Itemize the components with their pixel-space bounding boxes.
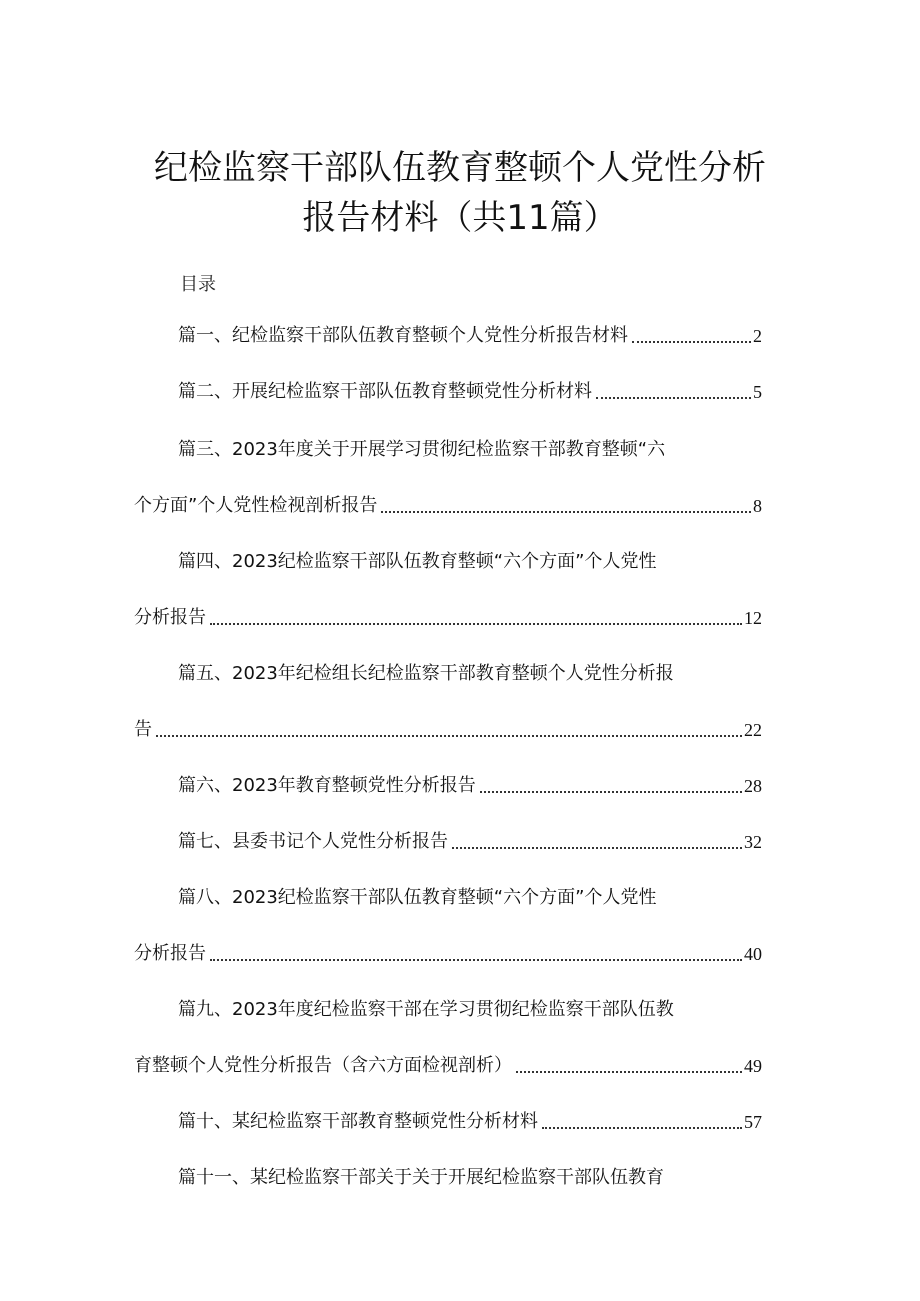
toc-leader-dots bbox=[632, 340, 751, 343]
toc-entry-title: 篇十、某纪检监察干部教育整顿党性分析材料 bbox=[178, 1111, 538, 1132]
toc-leader-dots bbox=[452, 846, 742, 849]
toc-entry-title: 篇四、2023纪检监察干部队伍教育整顿“六个方面”个人党性 bbox=[178, 551, 657, 572]
toc-page-number: 40 bbox=[744, 944, 762, 964]
toc-entry-title: 篇八、2023纪检监察干部队伍教育整顿“六个方面”个人党性 bbox=[178, 887, 657, 908]
toc-page-number: 8 bbox=[753, 496, 762, 516]
toc-entry-continuation bbox=[134, 604, 762, 632]
toc-page-number: 2 bbox=[753, 326, 762, 346]
toc-entry-title: 篇九、2023年度纪检监察干部在学习贯彻纪检监察干部队伍教 bbox=[178, 999, 674, 1020]
toc-page-number: 5 bbox=[753, 382, 762, 402]
toc-leader-dots bbox=[156, 734, 742, 737]
toc-page-number: 28 bbox=[744, 776, 762, 796]
toc-entry-title-cont: 分析报告 bbox=[134, 607, 206, 628]
toc-page-number: 12 bbox=[744, 608, 762, 628]
toc-entry-continuation bbox=[134, 940, 762, 968]
toc-page-number: 49 bbox=[744, 1056, 762, 1076]
toc-entry-continuation bbox=[134, 1052, 762, 1080]
toc-page-number: 57 bbox=[744, 1112, 762, 1132]
toc-leader-dots bbox=[381, 510, 751, 513]
document-title-line-2: 报告材料（共11篇） bbox=[302, 198, 618, 238]
toc-entry-title-cont: 育整顿个人党性分析报告（含六方面检视剖析） bbox=[134, 1055, 512, 1076]
toc-leader-dots bbox=[596, 396, 751, 399]
toc-entry-title-cont: 分析报告 bbox=[134, 943, 206, 964]
toc-entry-title: 篇六、2023年教育整顿党性分析报告 bbox=[178, 775, 476, 796]
toc-entry-title: 篇十一、某纪检监察干部关于关于开展纪检监察干部队伍教育 bbox=[178, 1167, 664, 1188]
toc-page-number: 22 bbox=[744, 720, 762, 740]
toc-entry-continuation bbox=[134, 492, 762, 520]
toc-entry bbox=[178, 772, 762, 800]
toc-entry-title: 篇一、纪检监察干部队伍教育整顿个人党性分析报告材料 bbox=[178, 325, 628, 346]
toc-entry bbox=[178, 378, 762, 406]
toc-entry-title: 篇七、县委书记个人党性分析报告 bbox=[178, 831, 448, 852]
toc-leader-dots bbox=[542, 1126, 742, 1129]
toc-entry-title-cont: 告 bbox=[134, 719, 152, 740]
toc-leader-dots bbox=[210, 958, 742, 961]
toc-entry-continuation bbox=[134, 716, 762, 744]
toc-entry bbox=[178, 828, 762, 856]
toc-entry bbox=[178, 322, 762, 350]
toc-leader-dots bbox=[210, 622, 742, 625]
toc-heading: 目录 bbox=[180, 274, 216, 295]
toc-page-number: 32 bbox=[744, 832, 762, 852]
toc-leader-dots bbox=[516, 1070, 742, 1073]
toc-entry-title-cont: 个方面”个人党性检视剖析报告 bbox=[134, 495, 378, 516]
toc-entry bbox=[178, 1108, 762, 1136]
toc-leader-dots bbox=[480, 790, 742, 793]
toc-entry-title: 篇三、2023年度关于开展学习贯彻纪检监察干部教育整顿“六 bbox=[178, 439, 666, 460]
document-title-line-1: 纪检监察干部队伍教育整顿个人党性分析 bbox=[154, 148, 766, 188]
toc-entry-title: 篇二、开展纪检监察干部队伍教育整顿党性分析材料 bbox=[178, 381, 592, 402]
toc-entry-title: 篇五、2023年纪检组长纪检监察干部教育整顿个人党性分析报 bbox=[178, 663, 674, 684]
